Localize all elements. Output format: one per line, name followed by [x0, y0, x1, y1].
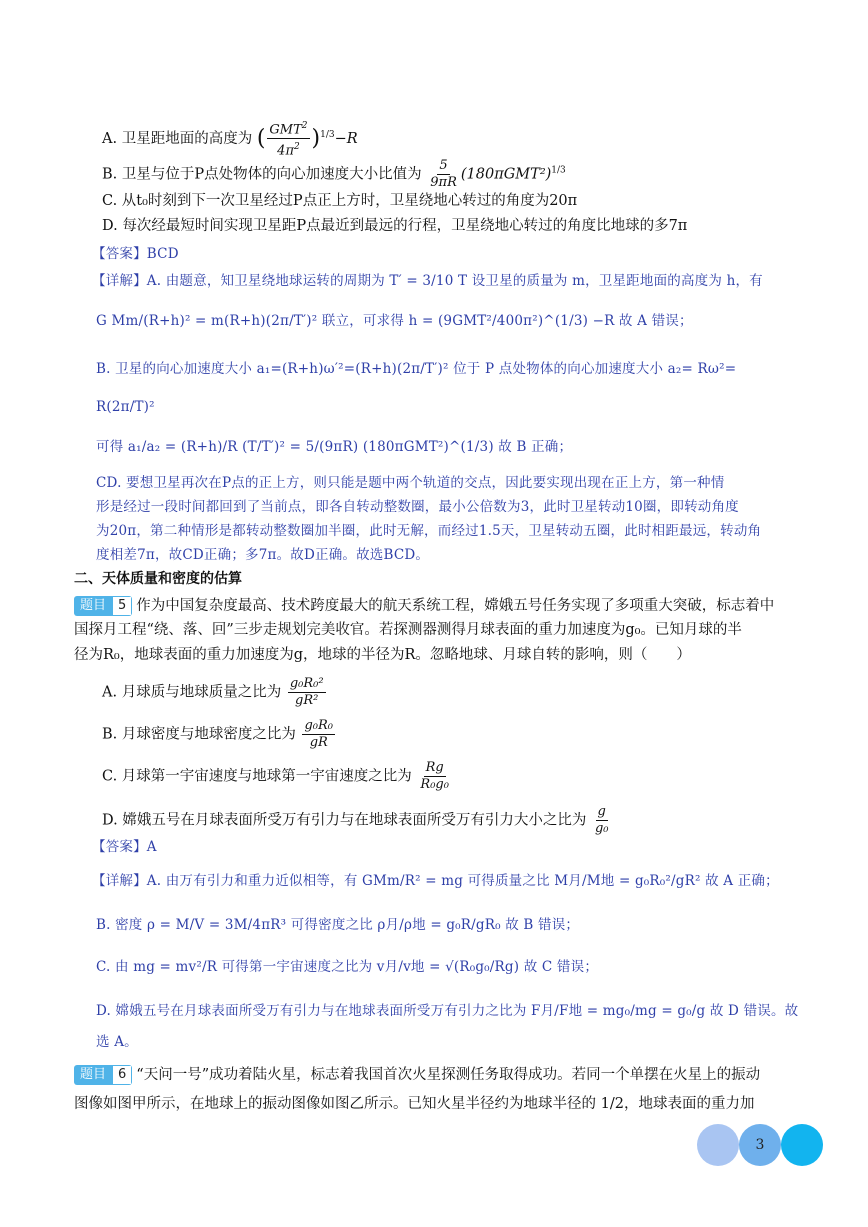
- q5-option-d-fraction: [593, 804, 611, 837]
- q4-option-b-den: 9πR: [430, 175, 457, 190]
- q5-stem-line-2: 国探月工程“绕、落、回”三步走规划完美收官。若探测器测得月球表面的重力加速度为g₀。已知月球的半: [74, 622, 742, 638]
- q5-tag: [74, 596, 132, 616]
- q4-option-a-exp: 1/3: [320, 130, 335, 140]
- q5-explanation-line-2: B. 密度 ρ = M/V = 3M/4πR³ 可得密度之比 ρ月/ρ地 = g₀R/gR₀ 故 B 错误；: [96, 917, 580, 933]
- q4-explanation-line-2: G Mm/(R+h)² = m(R+h)(2π/T′)² 联立，可求得 h = (9GMT²/400π²)^(1/3) −R 故 A 错误；: [96, 313, 693, 329]
- q5-stem-line-1: [74, 596, 774, 616]
- q5-option-b-fraction: [302, 718, 335, 751]
- q4-answer: 【答案】BCD: [92, 246, 179, 262]
- q6-tag: [74, 1065, 132, 1085]
- section-heading: 二、天体质量和密度的估算: [74, 571, 242, 587]
- q5-explanation-line-5: 选 A。: [96, 1034, 138, 1050]
- q5-option-b-num: g₀R₀: [304, 718, 334, 733]
- q4-explanation-line-5: 可得 a₁/a₂ = (R+h)/R (T/T′)² = 5/(9πR) (180πGMT²)^(1/3) 故 B 正确；: [96, 439, 573, 455]
- q4-explanation-line-9: 度相差7π，故CD正确；多7π。故D正确。故选BCD。: [96, 547, 430, 563]
- q5-stem-text-1: 作为中国复杂度最高、技术跨度最大的航天系统工程，嫦娥五号任务实现了多项重大突破，标志着中: [136, 598, 775, 614]
- q4-option-a-num: GMT: [269, 122, 302, 138]
- q5-option-d-den: g₀: [594, 821, 609, 836]
- q5-option-c-fraction: [418, 760, 451, 793]
- q5-option-c: [102, 760, 453, 793]
- q4-explanation-line-6: CD. 要想卫星再次在P点的正上方，则只能是题中两个轨道的交点，因此要实现出现在正上方，第一种情: [96, 475, 725, 491]
- q6-stem-line-2: 图像如图甲所示，在地球上的振动图像如图乙所示。已知火星半径约为地球半径的 1/2，地球表面的重力加: [74, 1096, 755, 1112]
- q5-option-d-num: g: [597, 804, 606, 819]
- q5-tag-number: 5: [112, 596, 132, 616]
- q6-tag-label: 题目: [74, 1065, 112, 1085]
- q5-tag-label: 题目: [74, 596, 112, 616]
- q4-option-a-fraction: $\frac{GMT^2}{4\pi^2}$: [267, 118, 309, 160]
- q4-explanation-line-8: 为20π，第二种情形是都转动整数圈加半圈，此时无解，而经过1.5天，卫星转动五圈，此时相距最远，转动角: [96, 523, 762, 539]
- q5-explanation-line-1: 【详解】A. 由万有引力和重力近似相等，有 GMm/R² = mg 可得质量之比 M月/M地 = g₀R₀²/gR² 故 A 正确；: [92, 873, 779, 889]
- q5-explanation-line-3: C. 由 mg = mv²/R 可得第一宇宙速度之比为 v月/v地 = √(R₀g₀/Rg) 故 C 错误；: [96, 959, 599, 975]
- q5-option-b: [102, 718, 337, 751]
- q5-option-c-text: C. 月球第一宇宙速度与地球第一宇宙速度之比为: [102, 768, 412, 785]
- q4-option-b: B. 卫星与位于P点处物体的向心加速度大小比值为 $\frac{5}{9\pi R}$ $(180\pi GMT^2)^{1/3}$: [102, 158, 566, 190]
- q5-option-d-text: D. 嫦娥五号在月球表面所受万有引力与在地球表面所受万有引力大小之比为: [102, 812, 587, 829]
- q4-option-c: C. 从t₀时刻到下一次卫星经过P点正上方时，卫星绕地心转过的角度为20π: [102, 193, 578, 209]
- q5-option-b-den: gR: [309, 735, 328, 750]
- q6-stem-text-1: “天问一号”成功着陆火星，标志着我国首次火星探测任务取得成功。若同一个单摆在火星上的振动: [136, 1067, 761, 1083]
- q5-option-c-den: R₀g₀: [420, 777, 449, 792]
- q4-option-b-num: 5: [439, 158, 448, 173]
- q5-stem-line-3: 径为R₀，地球表面的重力加速度为g，地球的半径为R。忽略地球、月球自转的影响，则（ ）: [74, 647, 691, 663]
- q5-explanation-line-4: D. 嫦娥五号在月球表面所受万有引力与在地球表面所受万有引力之比为 F月/F地 = mg₀/mg = g₀/g 故 D 错误。故: [96, 1003, 799, 1019]
- page-number: 3: [755, 1137, 765, 1153]
- q4-option-b-fraction: [428, 158, 459, 191]
- q4-explanation-line-7: 形是经过一段时间都回到了当前点，即各自转动整数圈，最小公倍数为3，此时卫星转动10圈，即转动角度: [96, 499, 739, 515]
- q5-option-a-fraction: [288, 676, 326, 709]
- q5-option-c-num: Rg: [425, 760, 444, 775]
- page-badge-circle-right: [781, 1124, 823, 1166]
- q4-option-d: D. 每次经最短时间实现卫星距P点最近到最远的行程，卫星绕地心转过的角度比地球的多7π: [102, 218, 688, 234]
- q4-option-b-tail: (180πGMT²): [460, 166, 552, 183]
- q4-explanation-line-4: R(2π/T)²: [96, 399, 155, 415]
- q6-stem-line-1: [74, 1065, 760, 1085]
- q5-option-d: [102, 804, 612, 837]
- q4-option-b-text: B. 卫星与位于P点处物体的向心加速度大小比值为: [102, 166, 422, 183]
- page-badge-circle-left: [697, 1124, 739, 1166]
- q5-option-a-text: A. 月球质与地球质量之比为: [102, 684, 282, 701]
- q4-option-a-tail: −R: [334, 130, 358, 147]
- q5-answer: 【答案】A: [92, 839, 157, 855]
- q4-option-a-text: A. 卫星距地面的高度为: [102, 130, 253, 147]
- q5-option-a: [102, 676, 328, 709]
- q5-option-b-text: B. 月球密度与地球密度之比为: [102, 726, 296, 743]
- q4-explanation-line-1: 【详解】A. 由题意，知卫星绕地球运转的周期为 T′ = 3/10 T 设卫星的质量为 m，卫星距地面的高度为 h，有: [92, 273, 763, 289]
- q4-explanation-line-3: B. 卫星的向心加速度大小 a₁=(R+h)ω′²=(R+h)(2π/T′)² 位于 P 点处物体的向心加速度大小 a₂= Rω²=: [96, 361, 737, 377]
- q4-option-a: A. 卫星距地面的高度为 ( $\frac{GMT^2}{4\pi^2}$ )$^{1/3}$−R: [102, 118, 358, 160]
- q4-option-a-den: 4π: [277, 143, 294, 159]
- q5-option-a-num: g₀R₀²: [289, 676, 324, 691]
- q6-tag-number: 6: [112, 1065, 132, 1085]
- q5-option-a-den: gR²: [295, 693, 319, 708]
